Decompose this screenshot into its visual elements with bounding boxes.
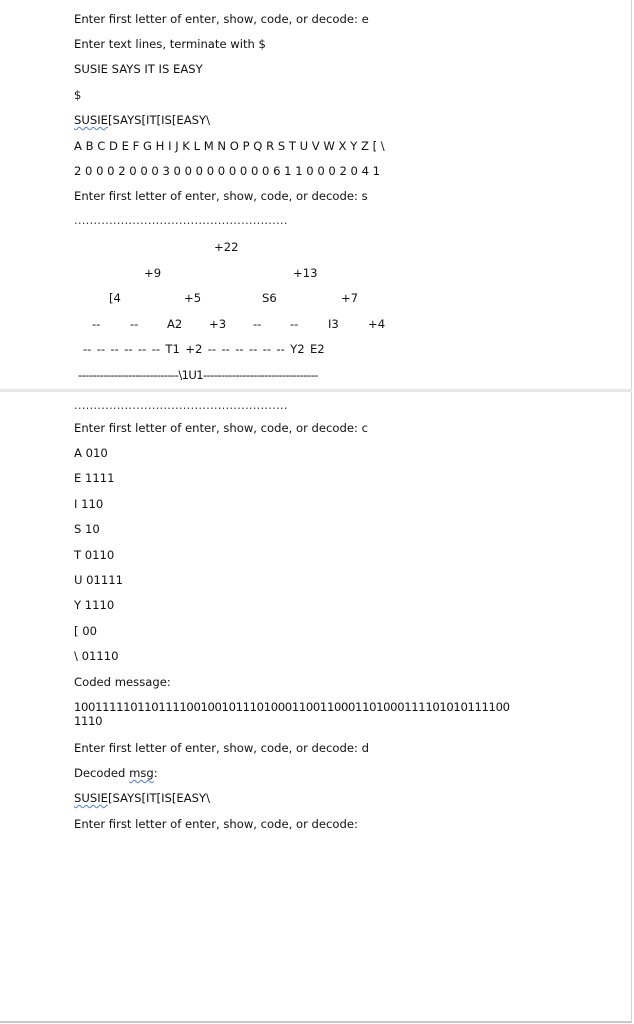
prompt-line: Enter first letter of enter, show, code, or decode: d xyxy=(74,741,369,755)
coded-message-cont: 1110 xyxy=(74,714,103,728)
code-entry: S 10 xyxy=(74,522,100,536)
alphabet-line: A B C D E F G H I J K L M N O P Q R S T U V W X Y Z [ \ xyxy=(74,139,385,153)
tree-node: S6 xyxy=(262,291,277,305)
dotted-separator: ....................................................... xyxy=(74,398,288,412)
coded-message-label: Coded message: xyxy=(74,675,171,689)
rest: [SAYS[IT[IS[EASY\ xyxy=(107,113,210,127)
instruction-line: Enter text lines, terminate with $ xyxy=(74,37,266,51)
susie-word: SUSIE xyxy=(74,791,108,805)
code-entry: Y 1110 xyxy=(74,598,115,612)
tree-node: -- xyxy=(130,317,139,331)
tree-node: -- xyxy=(290,317,299,331)
tree-node: [4 xyxy=(109,291,121,305)
decoded-label xyxy=(74,765,158,781)
tree-node: +9 xyxy=(144,266,162,280)
frequency-line: 2 0 0 0 2 0 0 0 3 0 0 0 0 0 0 0 0 0 6 1 1 0 0 0 2 0 4 1 xyxy=(74,164,381,178)
tree-leaf-row: -- -- -- -- -- -- T1 +2 -- -- -- -- -- -- Y2 E2 xyxy=(83,342,325,356)
prompt-line: Enter first letter of enter, show, code, or decode: c xyxy=(74,421,368,435)
rest: [SAYS[IT[IS[EASY\ xyxy=(107,791,210,805)
prompt-line: Enter first letter of enter, show, code, or decode: xyxy=(74,817,358,831)
decoded-word: Decoded xyxy=(74,766,130,780)
tree-node: +3 xyxy=(209,317,227,331)
colon: : xyxy=(153,766,158,780)
msg-word: msg xyxy=(129,766,154,780)
tree-node: +5 xyxy=(184,291,202,305)
input-line: SUSIE SAYS IT IS EASY xyxy=(74,62,203,76)
tree-root-line: ----------------------------\1U1-------------------------------- xyxy=(78,368,318,382)
code-entry: T 0110 xyxy=(74,548,115,562)
tree-node: I3 xyxy=(328,317,339,331)
decoded-text xyxy=(74,790,210,806)
tree-node: -- xyxy=(92,317,101,331)
tree-node: -- xyxy=(253,317,262,331)
terminator-line: $ xyxy=(74,88,82,102)
code-entry: A 010 xyxy=(74,446,108,460)
tree-node: +4 xyxy=(368,317,386,331)
page-break xyxy=(0,389,632,392)
tree-node: A2 xyxy=(167,317,183,331)
tree-node: +22 xyxy=(214,240,239,254)
dotted-separator: ....................................................... xyxy=(74,213,288,227)
encoded-text-line xyxy=(74,112,210,128)
code-entry: E 1111 xyxy=(74,471,115,485)
tree-node: +7 xyxy=(341,291,359,305)
prompt-line: Enter first letter of enter, show, code, or decode: e xyxy=(74,12,369,26)
tree-node: +13 xyxy=(293,266,318,280)
prompt-line: Enter first letter of enter, show, code, or decode: s xyxy=(74,189,368,203)
code-entry: I 110 xyxy=(74,497,104,511)
code-entry: U 01111 xyxy=(74,573,124,587)
code-entry: \ 01110 xyxy=(74,649,119,663)
coded-message: 10011111011011110010010111010001100110001101000111101010111100 xyxy=(74,700,510,714)
code-entry: [ 00 xyxy=(74,624,97,638)
susie-word: SUSIE xyxy=(74,113,108,127)
